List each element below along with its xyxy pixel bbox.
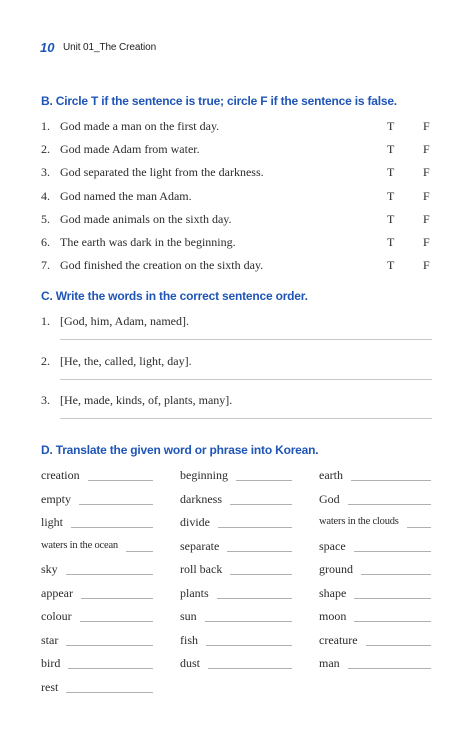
- vocab-word: earth: [319, 468, 343, 482]
- statement-text: God named the man Adam.: [60, 188, 192, 203]
- translation-blank[interactable]: [361, 574, 431, 575]
- translation-blank[interactable]: [71, 527, 153, 528]
- vocab-item: [319, 656, 431, 672]
- vocab-word: darkness: [180, 491, 222, 506]
- section-b-title: B. Circle T if the sentence is true; circle F if the sentence is false.: [41, 94, 397, 108]
- false-option[interactable]: F: [423, 119, 430, 133]
- vocab-word: rest: [41, 679, 59, 694]
- vocab-item: [41, 656, 153, 672]
- item-number: 3.: [41, 393, 50, 407]
- statement-text: God made animals on the sixth day.: [60, 211, 232, 226]
- item-number: 2.: [41, 142, 50, 157]
- vocab-item: [180, 562, 292, 578]
- vocab-word: waters in the clouds: [319, 516, 399, 527]
- true-option[interactable]: T: [387, 235, 395, 249]
- vocab-item: [319, 539, 431, 555]
- vocab-item: [41, 680, 153, 696]
- true-option[interactable]: T: [387, 258, 395, 273]
- vocab-item: [180, 633, 292, 649]
- false-option[interactable]: F: [423, 211, 430, 226]
- true-false-item: [41, 235, 431, 251]
- translation-blank[interactable]: [354, 551, 431, 552]
- item-number: 2.: [41, 353, 50, 368]
- vocab-word: bird: [41, 656, 61, 670]
- word-list: [He, made, kinds, of, plants, many].: [60, 393, 233, 407]
- vocab-word: dust: [180, 656, 201, 670]
- item-number: 7.: [41, 258, 50, 273]
- translation-blank[interactable]: [354, 621, 431, 622]
- translation-blank[interactable]: [126, 551, 153, 552]
- true-option[interactable]: T: [387, 119, 395, 133]
- translation-blank[interactable]: [206, 645, 292, 646]
- vocab-word: empty: [41, 491, 71, 506]
- translation-blank[interactable]: [81, 598, 153, 599]
- vocab-word: creature: [319, 632, 358, 647]
- translation-blank[interactable]: [348, 504, 431, 505]
- vocab-item: [41, 633, 153, 649]
- vocab-item: [319, 633, 431, 649]
- true-false-item: [41, 142, 431, 158]
- page-number: 10: [40, 40, 55, 55]
- false-option[interactable]: F: [423, 188, 430, 203]
- item-number: 3.: [41, 165, 50, 180]
- vocab-word: appear: [41, 585, 73, 600]
- true-option[interactable]: T: [387, 211, 395, 226]
- statement-text: God made a man on the first day.: [60, 119, 220, 133]
- vocab-word: plants: [180, 585, 209, 600]
- vocab-word: creation: [41, 468, 80, 482]
- statement-text: The earth was dark in the beginning.: [60, 235, 236, 249]
- answer-line[interactable]: [60, 418, 432, 419]
- answer-line[interactable]: [60, 379, 432, 380]
- translation-blank[interactable]: [230, 574, 292, 575]
- statement-text: God finished the creation on the sixth day.: [60, 258, 264, 273]
- translation-blank[interactable]: [230, 504, 292, 505]
- vocab-word: separate: [180, 538, 220, 553]
- vocab-item: [180, 609, 292, 625]
- true-false-item: [41, 258, 431, 274]
- translation-blank[interactable]: [79, 504, 153, 505]
- vocab-word: roll back: [180, 562, 223, 576]
- translation-blank[interactable]: [351, 480, 431, 481]
- vocab-word: God: [319, 491, 340, 506]
- translation-blank[interactable]: [80, 621, 153, 622]
- vocab-word: moon: [319, 609, 347, 623]
- vocab-item: [319, 586, 431, 602]
- true-false-item: [41, 165, 431, 181]
- vocab-item: [41, 492, 153, 508]
- vocab-word: divide: [180, 515, 210, 529]
- translation-blank[interactable]: [366, 645, 431, 646]
- translation-blank[interactable]: [66, 574, 153, 575]
- item-number: 4.: [41, 188, 50, 203]
- word-list: [He, the, called, light, day].: [60, 353, 192, 368]
- vocab-word: waters in the ocean: [41, 539, 118, 551]
- vocab-word: shape: [319, 585, 347, 600]
- false-option[interactable]: F: [423, 165, 430, 180]
- vocab-item: [319, 492, 431, 508]
- vocab-item: [180, 586, 292, 602]
- item-number: 1.: [41, 314, 50, 328]
- translation-blank[interactable]: [354, 598, 431, 599]
- translation-blank[interactable]: [88, 480, 153, 481]
- vocab-item: [180, 515, 292, 531]
- vocab-word: light: [41, 515, 64, 529]
- vocab-item: [41, 515, 153, 531]
- statement-text: God separated the light from the darkness.: [60, 165, 264, 180]
- true-option[interactable]: T: [387, 188, 395, 203]
- true-option[interactable]: T: [387, 165, 395, 180]
- vocab-word: sun: [180, 609, 197, 623]
- section-c-title: C. Write the words in the correct sentence order.: [41, 289, 308, 303]
- translation-blank[interactable]: [217, 598, 292, 599]
- translation-blank[interactable]: [407, 527, 431, 528]
- vocab-item: [41, 539, 153, 555]
- item-number: 1.: [41, 119, 50, 133]
- translation-blank[interactable]: [208, 668, 292, 669]
- false-option[interactable]: F: [423, 142, 430, 157]
- false-option[interactable]: F: [423, 235, 430, 249]
- vocab-word: sky: [41, 562, 58, 576]
- vocab-word: man: [319, 656, 340, 670]
- vocab-item: [319, 562, 431, 578]
- answer-line[interactable]: [60, 339, 432, 340]
- true-false-item: [41, 212, 431, 228]
- translation-blank[interactable]: [227, 551, 292, 552]
- vocab-item: [41, 586, 153, 602]
- true-false-item: [41, 189, 431, 205]
- vocab-item: [319, 609, 431, 625]
- translation-blank[interactable]: [66, 645, 153, 646]
- vocab-item: [180, 539, 292, 555]
- vocab-item: [41, 562, 153, 578]
- vocab-item: [180, 656, 292, 672]
- true-option[interactable]: T: [387, 142, 395, 157]
- vocab-item: [180, 468, 292, 484]
- translation-blank[interactable]: [348, 668, 431, 669]
- translation-blank[interactable]: [218, 527, 292, 528]
- item-number: 5.: [41, 211, 50, 226]
- translation-blank[interactable]: [66, 692, 153, 693]
- section-d-title: D. Translate the given word or phrase into Korean.: [41, 443, 319, 457]
- true-false-item: [41, 119, 431, 135]
- vocab-word: beginning: [180, 468, 228, 482]
- vocab-word: ground: [319, 562, 353, 576]
- vocab-word: space: [319, 538, 346, 553]
- item-number: 6.: [41, 235, 50, 249]
- translation-blank[interactable]: [236, 480, 292, 481]
- translation-blank[interactable]: [205, 621, 292, 622]
- vocab-item: [41, 468, 153, 484]
- vocab-item: [180, 492, 292, 508]
- word-list: [God, him, Adam, named].: [60, 314, 189, 328]
- translation-blank[interactable]: [68, 668, 153, 669]
- vocab-item: [41, 609, 153, 625]
- vocab-word: star: [41, 632, 59, 647]
- vocab-word: colour: [41, 609, 72, 623]
- vocab-item: [319, 468, 431, 484]
- vocab-item: [319, 515, 431, 531]
- statement-text: God made Adam from water.: [60, 142, 200, 157]
- false-option[interactable]: F: [423, 258, 430, 273]
- vocab-word: fish: [180, 632, 198, 647]
- unit-title: Unit 01_The Creation: [63, 42, 157, 53]
